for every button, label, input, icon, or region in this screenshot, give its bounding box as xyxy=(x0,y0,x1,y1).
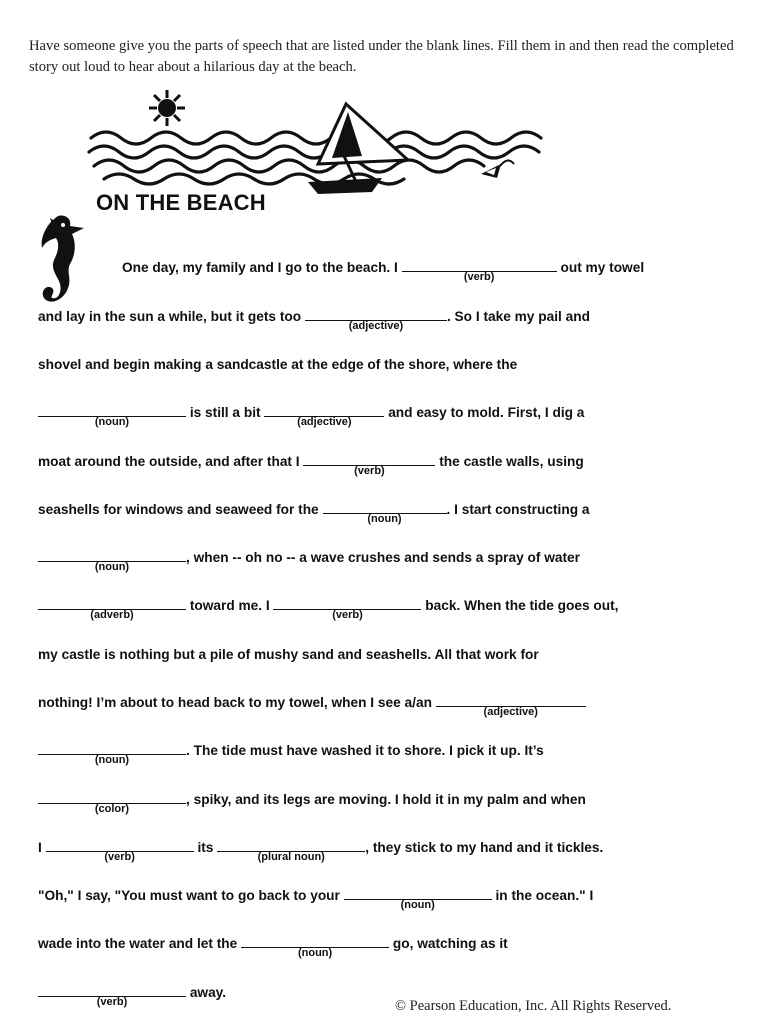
story-line-13 xyxy=(38,836,604,863)
story-line-10 xyxy=(38,691,586,718)
story-text: wade into the water and let the xyxy=(38,936,238,951)
story-line-8 xyxy=(38,594,619,621)
story-text: . So I take my pail and xyxy=(446,309,590,324)
story-line-15 xyxy=(38,932,508,959)
story-text: seashells for windows and seaweed for the xyxy=(38,502,319,517)
blank-label: (verb) xyxy=(104,851,135,863)
wave-lines xyxy=(89,132,541,184)
blank-plural-noun[interactable] xyxy=(217,839,365,863)
story-text: back. When the tide goes out, xyxy=(425,598,619,613)
shell-icon xyxy=(481,160,514,178)
blank-adverb[interactable] xyxy=(38,597,186,621)
story-text: and lay in the sun a while, but it gets too xyxy=(38,309,302,324)
blank-noun[interactable] xyxy=(38,742,186,766)
story-line-6 xyxy=(38,498,590,525)
blank-noun[interactable] xyxy=(241,935,389,959)
story-text: toward me. I xyxy=(189,598,270,613)
story-line-9 xyxy=(38,643,539,667)
story-text: my castle is nothing but a pile of mushy sand and seashells. All that work for xyxy=(38,647,539,662)
story-text: moat around the outside, and after that I xyxy=(38,454,300,469)
story-text: shovel and begin making a sandcastle at the edge of the shore, where the xyxy=(38,357,518,372)
story-line-11 xyxy=(38,739,544,766)
story-text: , they stick to my hand and it tickles. xyxy=(365,840,604,855)
story-line-2 xyxy=(38,305,590,332)
blank-noun[interactable] xyxy=(38,404,186,428)
blank-noun[interactable] xyxy=(323,501,447,525)
blank-label: (verb) xyxy=(463,271,495,283)
blank-verb[interactable] xyxy=(303,453,435,477)
copyright-notice: © Pearson Education, Inc. All Rights Reserved. xyxy=(395,998,672,1014)
story-text: go, watching as it xyxy=(392,936,508,951)
blank-label: (verb) xyxy=(96,996,128,1008)
blank-label: (noun) xyxy=(94,416,130,428)
story-line-5 xyxy=(38,450,584,477)
story-text: away. xyxy=(189,985,227,1000)
story-text: its xyxy=(197,840,214,855)
story-line-7 xyxy=(38,546,580,573)
page-title: ON THE BEACH xyxy=(96,190,266,215)
sun-icon xyxy=(149,90,185,126)
blank-adjective[interactable] xyxy=(305,308,447,332)
story-line-1 xyxy=(122,256,645,283)
story-text: One day, my family and I go to the beach. I xyxy=(122,260,398,275)
blank-verb[interactable] xyxy=(402,259,557,283)
blank-noun[interactable] xyxy=(38,549,186,573)
story-text: . The tide must have washed it to shore. I pick it up. It’s xyxy=(186,743,544,758)
story-text: nothing! I’m about to head back to my towel, when I see a/an xyxy=(38,695,432,710)
blank-label: (verb) xyxy=(332,609,363,621)
blank-label: (noun) xyxy=(94,561,130,573)
story-line-16 xyxy=(38,981,227,1008)
story-text: is still a bit xyxy=(189,405,261,420)
sailboat-icon xyxy=(308,104,408,194)
story-text: I xyxy=(38,840,42,855)
blank-label: (color) xyxy=(94,803,130,815)
story-text: out my towel xyxy=(560,260,645,275)
blank-label: (verb) xyxy=(354,465,385,477)
blank-label: (adjective) xyxy=(348,320,404,332)
story-text: , when -- oh no -- a wave crushes and sends a spray of water xyxy=(186,550,580,565)
blank-label: (noun) xyxy=(367,513,402,525)
blank-verb[interactable] xyxy=(273,597,421,621)
blank-label: (noun) xyxy=(297,947,333,959)
story-text: in the ocean." I xyxy=(495,888,594,903)
beach-illustration xyxy=(86,86,546,198)
blank-label: (adverb) xyxy=(90,609,134,621)
blank-label: (noun) xyxy=(400,899,435,911)
blank-label: (noun) xyxy=(94,754,130,766)
blank-noun[interactable] xyxy=(344,887,492,911)
blank-label: (adjective) xyxy=(483,706,538,718)
story-text: , spiky, and its legs are moving. I hold it in my palm and when xyxy=(186,792,586,807)
story-line-14 xyxy=(38,884,594,911)
blank-verb[interactable] xyxy=(38,984,186,1008)
blank-adjective[interactable] xyxy=(264,404,384,428)
seahorse-icon xyxy=(36,214,92,308)
story-text: . I start constructing a xyxy=(446,502,590,517)
story-line-3 xyxy=(38,353,517,377)
instructions: Have someone give you the parts of speech that are listed under the blank lines. Fill them in and then read the completed story out loud to hear about a hilarious day at the beach. xyxy=(29,38,734,75)
blank-adjective[interactable] xyxy=(436,694,586,718)
story-text: "Oh," I say, "You must want to go back to your xyxy=(38,888,340,903)
story-line-12 xyxy=(38,788,586,815)
story-text: the castle walls, using xyxy=(439,454,584,469)
blank-label: (plural noun) xyxy=(257,851,325,863)
blank-label: (adjective) xyxy=(297,416,352,428)
story-text: and easy to mold. First, I dig a xyxy=(388,405,585,420)
blank-color[interactable] xyxy=(38,791,186,815)
story-line-4 xyxy=(38,401,585,428)
blank-verb[interactable] xyxy=(46,839,194,863)
